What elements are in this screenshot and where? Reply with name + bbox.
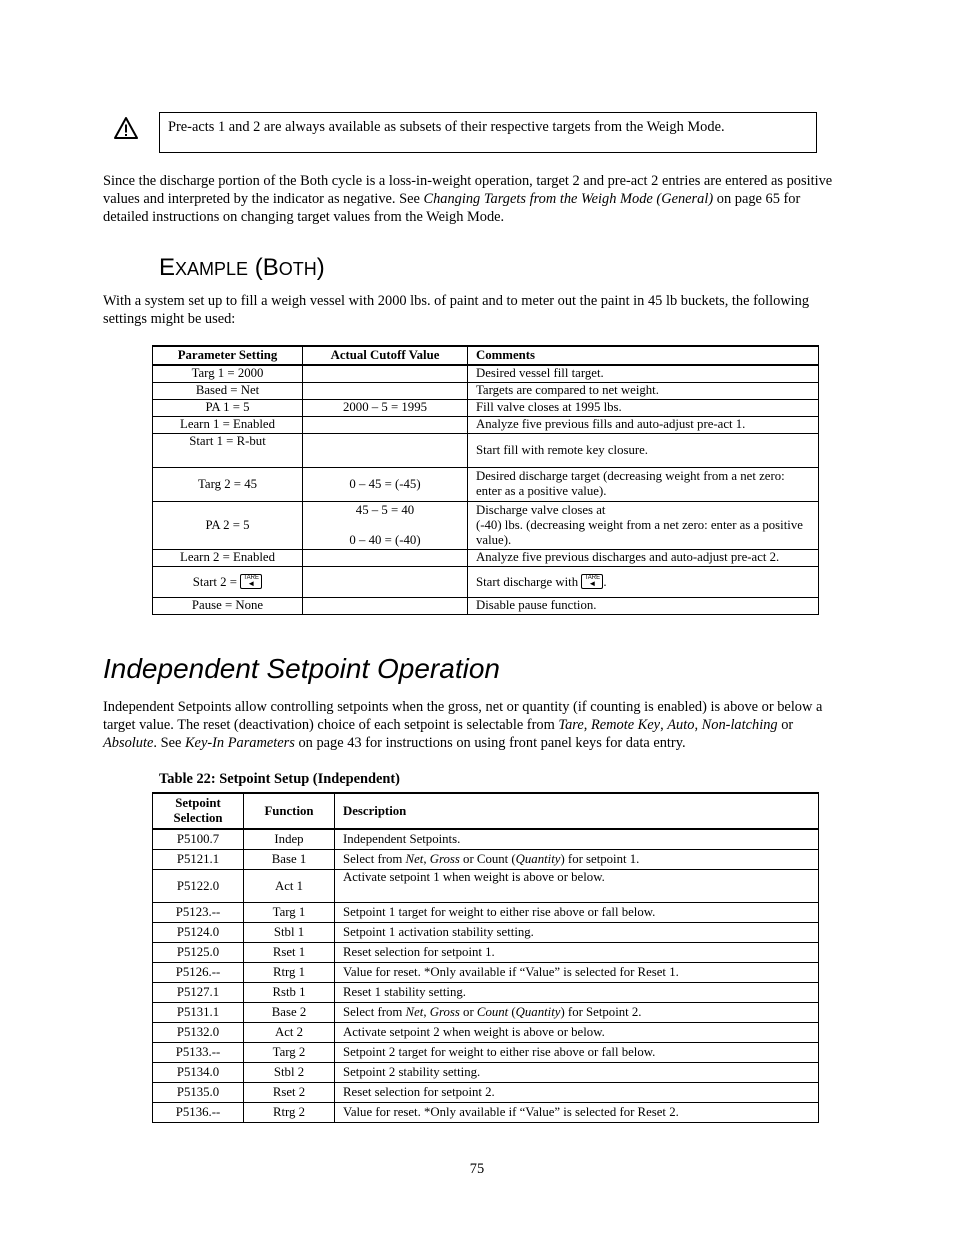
table-cell: Analyze five previous discharges and auto-adjust pre-act 2.: [468, 549, 819, 566]
column-header: Parameter Setting: [153, 346, 303, 365]
table-row: [153, 1063, 819, 1083]
description-cell: Reset 1 stability setting.: [335, 983, 819, 1003]
independent-paragraph: Independent Setpoints allow controlling setpoints when the gross, net or quantity (if counting is enabled) is above or below a target value. The reset (deactivation) choice of each setpoint is selectable from Tare, Remote Key, Auto, Non-latching or Absolute. See Key-In Parameters on page 43 for instructions on using front panel keys for data entry.: [103, 699, 823, 751]
function-cell: Rset 1: [244, 943, 335, 963]
table-header-row: [153, 346, 819, 365]
setpoint-setup-table: [152, 792, 819, 1123]
description-cell: Setpoint 2 stability setting.: [335, 1063, 819, 1083]
page-number: 75: [469, 1161, 485, 1177]
table-row: [153, 597, 819, 614]
table-row: [153, 983, 819, 1003]
setpoint-cell: P5132.0: [153, 1023, 244, 1043]
column-header: Setpoint Selection: [153, 793, 244, 829]
description-cell: Reset selection for setpoint 2.: [335, 1083, 819, 1103]
table-cell: [303, 597, 468, 614]
table-row: [153, 501, 819, 549]
description-cell: Setpoint 1 target for weight to either rise above or fall below.: [335, 903, 819, 923]
setpoint-cell: P5125.0: [153, 943, 244, 963]
setpoint-cell: P5131.1: [153, 1003, 244, 1023]
table-row: [153, 943, 819, 963]
table-cell: Targ 2 = 45: [153, 467, 303, 501]
table-cell: PA 2 = 5: [153, 501, 303, 549]
table-cell: [303, 365, 468, 382]
table-row: [153, 1043, 819, 1063]
table-cell: [303, 549, 468, 566]
start2-label: Start 2 =: [192, 574, 241, 589]
table-cell: Start discharge with TARE ◄ .: [468, 566, 819, 597]
para1-text-a: Since the discharge portion of the Both cycle is a loss-in-weight operation, target 2 and pre-act 2 entries are entered as positive values and interpreted by the indicator as negative. See: [103, 173, 833, 207]
example-settings-table: [152, 345, 819, 615]
table-cell: 0 – 45 = (-45): [303, 467, 468, 501]
table-row: [153, 829, 819, 850]
table-cell: [303, 382, 468, 399]
table-cell: Analyze five previous fills and auto-adjust pre-act 1.: [468, 416, 819, 433]
table-cell: [303, 501, 468, 549]
cutoff-line-1: 45 – 5 = 40: [355, 502, 415, 517]
description-cell: Activate setpoint 2 when weight is above or below.: [335, 1023, 819, 1043]
intro-paragraph: [103, 172, 843, 226]
table-cell: Disable pause function.: [468, 597, 819, 614]
column-header: Function: [244, 793, 335, 829]
comment-line-1: Discharge valve closes at: [476, 502, 606, 517]
table-cell: Desired discharge target (decreasing weight from a net zero: enter as a positive value).: [468, 467, 819, 501]
table-cell: Pause = None: [153, 597, 303, 614]
setpoint-cell: P5134.0: [153, 1063, 244, 1083]
function-cell: Stbl 1: [244, 923, 335, 943]
table-cell: Targets are compared to net weight.: [468, 382, 819, 399]
function-cell: Targ 2: [244, 1043, 335, 1063]
note-box: [159, 112, 817, 153]
table-cell: Start fill with remote key closure.: [468, 433, 819, 467]
table-row: [153, 382, 819, 399]
section-title: Independent Setpoint Operation: [103, 653, 500, 684]
table-cell: Based = Net: [153, 382, 303, 399]
table-header-row: [153, 793, 819, 829]
function-cell: Act 1: [244, 870, 335, 903]
setpoint-cell: P5127.1: [153, 983, 244, 1003]
table-row: [153, 566, 819, 597]
table-row: [153, 549, 819, 566]
table-cell: [468, 501, 819, 549]
table-row: [153, 850, 819, 870]
warning-triangle-icon: [113, 116, 139, 140]
description-cell: Select from Net, Gross or Count (Quantity) for setpoint 1.: [335, 850, 819, 870]
column-header: Description: [335, 793, 819, 829]
table-row: [153, 923, 819, 943]
function-cell: Indep: [244, 829, 335, 850]
setpoint-cell: P5135.0: [153, 1083, 244, 1103]
column-header: Actual Cutoff Value: [303, 346, 468, 365]
example-paragraph: With a system set up to fill a weigh vessel with 2000 lbs. of paint and to meter out the paint in 45 lb buckets, the following settings might be used:: [103, 293, 810, 327]
column-header: Comments: [468, 346, 819, 365]
note-text: Pre-acts 1 and 2 are always available as subsets of their respective targets from the Weigh Mode.: [168, 119, 725, 135]
table-row: [153, 870, 819, 903]
setpoint-cell: P5126.--: [153, 963, 244, 983]
table-cell: PA 1 = 5: [153, 399, 303, 416]
table-row: [153, 1023, 819, 1043]
function-cell: Rtrg 2: [244, 1103, 335, 1123]
function-cell: Rset 2: [244, 1083, 335, 1103]
tare-key-icon: TARE ◄: [581, 574, 603, 589]
table-cell: Learn 2 = Enabled: [153, 549, 303, 566]
table-row: [153, 433, 819, 467]
setpoint-cell: P5100.7: [153, 829, 244, 850]
table-cell: [303, 566, 468, 597]
description-cell: Activate setpoint 1 when weight is above or below.: [335, 870, 819, 903]
para1-italic-ref: Changing Targets from the Weigh Mode (General): [423, 191, 714, 207]
table-row: [153, 963, 819, 983]
tare-key-icon: TARE ◄: [240, 574, 262, 589]
table-cell: Targ 1 = 2000: [153, 365, 303, 382]
table-row: [153, 365, 819, 382]
function-cell: Targ 1: [244, 903, 335, 923]
table-cell: 2000 – 5 = 1995: [303, 399, 468, 416]
description-cell: Value for reset. *Only available if “Value” is selected for Reset 1.: [335, 963, 819, 983]
function-cell: Stbl 2: [244, 1063, 335, 1083]
description-cell: Setpoint 1 activation stability setting.: [335, 923, 819, 943]
table-row: [153, 1003, 819, 1023]
comment-line-2: (-40) lbs. (decreasing weight from a net zero: enter as a positive value).: [476, 517, 803, 547]
table-row: [153, 1083, 819, 1103]
function-cell: Base 2: [244, 1003, 335, 1023]
description-cell: Independent Setpoints.: [335, 829, 819, 850]
function-cell: Rstb 1: [244, 983, 335, 1003]
table-cell: Start 1 = R-but: [153, 433, 303, 467]
setpoint-cell: P5123.--: [153, 903, 244, 923]
function-cell: Act 2: [244, 1023, 335, 1043]
table-row: [153, 416, 819, 433]
description-cell: Reset selection for setpoint 1.: [335, 943, 819, 963]
setpoint-cell: P5124.0: [153, 923, 244, 943]
table-row: [153, 467, 819, 501]
table-cell: [153, 566, 303, 597]
setpoint-cell: P5133.--: [153, 1043, 244, 1063]
table-cell: [303, 416, 468, 433]
para1-text-b: on page 65 for detailed instructions on changing target values from the Weigh Mode.: [103, 191, 801, 225]
cutoff-line-2: 0 – 40 = (-40): [349, 532, 421, 547]
function-cell: Rtrg 1: [244, 963, 335, 983]
example-heading: EXAMPLE (BOTH): [159, 254, 325, 281]
table-row: [153, 399, 819, 416]
table-cell: [303, 433, 468, 467]
description-cell: Setpoint 2 target for weight to either rise above or fall below.: [335, 1043, 819, 1063]
start2-comment: Start discharge with: [476, 574, 582, 589]
function-cell: Base 1: [244, 850, 335, 870]
table-cell: Fill valve closes at 1995 lbs.: [468, 399, 819, 416]
table-cell: Desired vessel fill target.: [468, 365, 819, 382]
setpoint-cell: P5136.--: [153, 1103, 244, 1123]
setpoint-cell: P5121.1: [153, 850, 244, 870]
table-row: [153, 1103, 819, 1123]
table-caption: Table 22: Setpoint Setup (Independent): [159, 771, 400, 787]
setpoint-cell: P5122.0: [153, 870, 244, 903]
description-cell: Select from Net, Gross or Count (Quantity) for Setpoint 2.: [335, 1003, 819, 1023]
table-row: [153, 903, 819, 923]
table-cell: Learn 1 = Enabled: [153, 416, 303, 433]
description-cell: Value for reset. *Only available if “Value” is selected for Reset 2.: [335, 1103, 819, 1123]
